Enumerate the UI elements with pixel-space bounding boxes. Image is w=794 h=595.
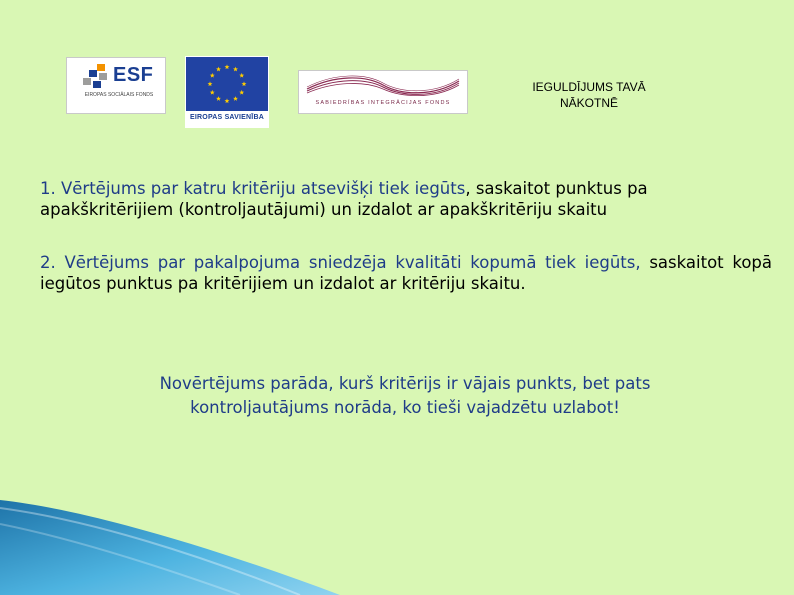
eu-logo-caption: EIROPAS SAVIENĪBA — [190, 114, 264, 121]
point-1-heading: 1. Vērtējums par katru kritēriju atsevišķi tiek iegūts — [40, 179, 466, 198]
esf-logo — [66, 57, 166, 114]
sif-logo — [298, 70, 468, 114]
point-2 — [40, 252, 772, 294]
conclusion-line-1: Novērtējums parāda, kurš kritērijs ir vājais punkts, bet pats — [159, 374, 651, 393]
esf-squares-icon — [81, 64, 111, 90]
sif-logo-caption: SABIEDRĪBAS INTEGRĀCIJAS FONDS — [315, 100, 451, 106]
point-1 — [40, 178, 772, 220]
eu-flag-icon — [186, 57, 268, 111]
sif-wave-icon — [305, 73, 461, 99]
esf-logo-mark: ESF — [113, 64, 154, 86]
point-2-heading: 2. Vērtējums par pakalpojuma sniedzēja kvalitāti kopumā tiek iegūts, — [40, 253, 641, 272]
point-2-text: saskaitot kopā iegūtos punktus pa kritērijiem un izdalot ar kritēriju skaitu. — [40, 253, 772, 293]
conclusion-line-2: kontroljautājums norāda, ko tieši vajadzētu uzlabot! — [190, 398, 620, 417]
slogan-line-1: IEGULDĪJUMS TAVĀ — [532, 80, 646, 94]
slogan-line-2: NĀKOTNĒ — [559, 96, 618, 110]
slogan — [507, 79, 671, 111]
esf-logo-subtitle: EIROPAS SOCIĀLAIS FONDS — [84, 92, 154, 98]
conclusion — [90, 372, 720, 420]
eu-logo — [185, 56, 269, 128]
point-1-text: , saskaitot punktus pa apakškritērijiem (kontroljautājumi) un izdalot ar apakškritēriju skaitu — [40, 179, 648, 219]
corner-decoration — [0, 500, 340, 595]
